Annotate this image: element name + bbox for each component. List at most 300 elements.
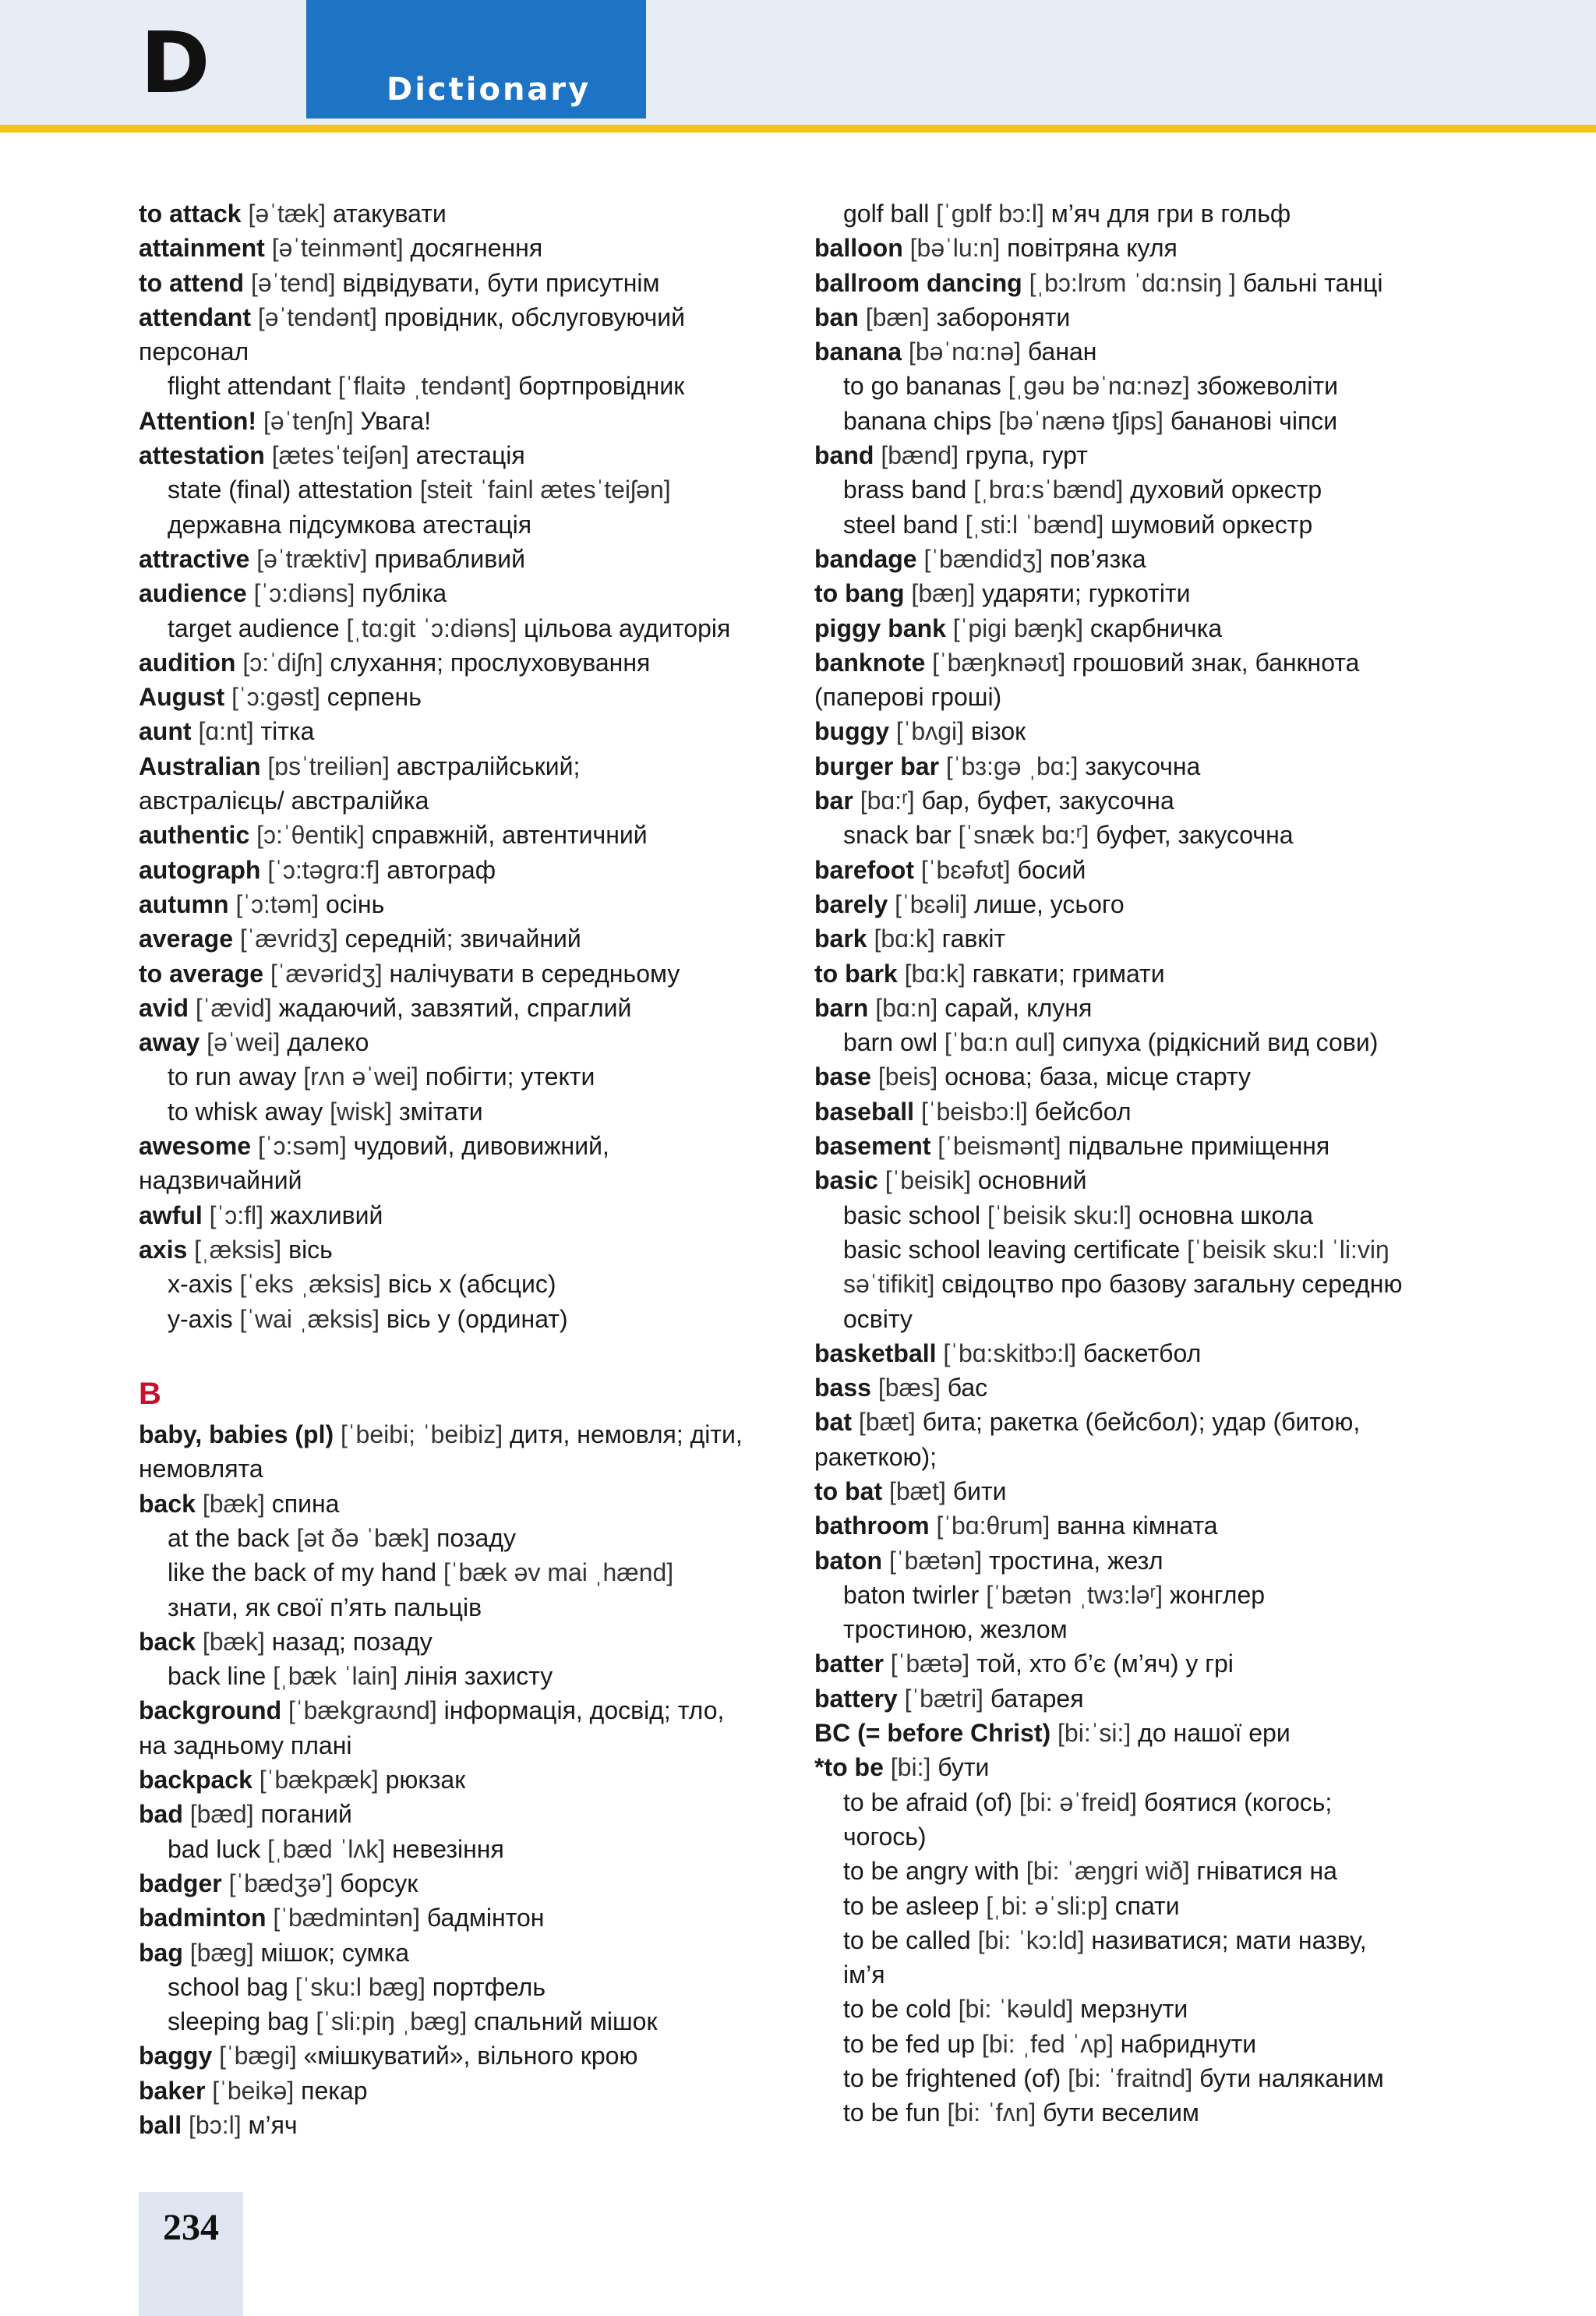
- phonetic: [ˈbædʒə']: [228, 1869, 334, 1897]
- headword: baker: [139, 2076, 206, 2105]
- phonetic: [ˌtɑ:git ˈɔ:diəns]: [346, 613, 517, 642]
- phonetic: [steit ˈfainl ætesˈteiʃən]: [419, 476, 671, 504]
- phonetic: [ˈbætən ˌtwɜ:ləʳ]: [986, 1580, 1163, 1609]
- headword: to be asleep: [843, 1891, 980, 1920]
- headword: to go bananas: [843, 372, 1001, 401]
- sub-entry: [814, 1854, 1562, 1888]
- headword: state (final) attestation: [168, 476, 413, 504]
- translation: бейсбол: [1034, 1097, 1132, 1126]
- phonetic: [ˈbɛəli]: [895, 889, 968, 918]
- translation: набриднути: [1120, 2029, 1257, 2058]
- translation: цільова аудиторія: [524, 613, 731, 642]
- phonetic: [ˈgɒlf bɔ:l]: [936, 200, 1044, 228]
- headword: like the back of my hand: [168, 1558, 437, 1587]
- translation: привабливий: [374, 544, 525, 573]
- headword: to be fun: [843, 2099, 941, 2127]
- dictionary-entry: [814, 542, 1562, 576]
- dictionary-entry: [814, 1440, 1562, 1474]
- sub-entry: [814, 2061, 1562, 2095]
- translation: бортпровідник: [518, 372, 685, 401]
- dictionary-entry: [139, 1232, 817, 1267]
- headword: to whisk away: [168, 1097, 323, 1126]
- headword: bar: [814, 787, 853, 815]
- dictionary-entry: [139, 576, 817, 610]
- headword: ballroom dancing: [814, 268, 1022, 297]
- phonetic: [bi:ˈsi:]: [1058, 1719, 1132, 1748]
- headword: baby, babies (pl): [139, 1420, 334, 1449]
- dictionary-entry: [814, 1094, 1562, 1129]
- phonetic: [ˈbeisik sku:l]: [987, 1200, 1132, 1229]
- phonetic: [ˈɔ:diəns]: [253, 579, 355, 608]
- dictionary-entry: [139, 2038, 817, 2073]
- translation: жонглер: [1169, 1580, 1266, 1609]
- headword: basic school leaving certificate: [843, 1235, 1181, 1264]
- headword: away: [139, 1028, 200, 1057]
- translation: державна підсумкова атестація: [168, 510, 532, 539]
- dictionary-entry: [814, 645, 1562, 680]
- headword: bad: [139, 1800, 183, 1829]
- headword: basic school: [843, 1200, 981, 1229]
- phonetic: [rʌn əˈwei]: [303, 1063, 418, 1091]
- translation: осінь: [326, 889, 385, 918]
- dictionary-entry: [139, 956, 817, 991]
- dictionary-entry: [139, 1866, 817, 1901]
- phonetic: [ˈpigi bæŋk]: [952, 613, 1083, 642]
- headword: axis: [139, 1235, 188, 1264]
- phonetic: [bɑ:n]: [875, 993, 938, 1022]
- translation: ударяти; гуркотіти: [982, 579, 1191, 608]
- header-band: [0, 0, 1596, 125]
- headword: average: [139, 925, 233, 953]
- phonetic: [ˈsnæk bɑ:ʳ]: [958, 821, 1089, 850]
- translation: спина: [271, 1489, 340, 1518]
- dictionary-entry: [139, 334, 817, 369]
- phonetic: [ˈɔ:təgrɑ:f]: [267, 855, 380, 884]
- dictionary-entry: [814, 576, 1562, 610]
- sub-entry: [814, 1957, 1562, 1992]
- translation: свідоцтво про базову загальну середню: [941, 1270, 1403, 1299]
- translation: забороняти: [936, 302, 1071, 331]
- phonetic: [ˈævid]: [195, 993, 272, 1022]
- phonetic: [ˈbeisik sku:l ˈli:viŋ: [1187, 1235, 1389, 1264]
- headword: back: [139, 1627, 196, 1656]
- dictionary-entry: [139, 680, 817, 714]
- sub-entry: [139, 2004, 817, 2038]
- translation: грошовий знак, банкнота: [1072, 648, 1360, 677]
- translation: основний: [977, 1166, 1087, 1195]
- dictionary-entry: [814, 853, 1562, 887]
- headword: to be frightened (of): [843, 2064, 1061, 2093]
- phonetic: [əˈtendənt]: [257, 302, 377, 331]
- dictionary-entry: [139, 1417, 817, 1451]
- dictionary-entry: [814, 921, 1562, 956]
- dictionary-entry: [139, 1763, 817, 1797]
- phonetic: [bɑ:k]: [904, 959, 966, 988]
- translation: лише, усього: [973, 889, 1125, 918]
- translation: збожеволіти: [1196, 372, 1338, 401]
- headword: back: [139, 1489, 196, 1518]
- translation: персонал: [139, 338, 249, 366]
- translation: чудовий, дивовижний,: [353, 1132, 609, 1161]
- headword: golf ball: [843, 200, 930, 228]
- phonetic: [ˈɔ:fl]: [209, 1200, 263, 1229]
- sub-entry: [139, 1267, 817, 1301]
- phonetic: [ɔ:ˈθentik]: [256, 821, 365, 850]
- headword: balloon: [814, 234, 903, 263]
- headword: autumn: [139, 889, 229, 918]
- dictionary-entry: [814, 783, 1562, 818]
- translation: основна школа: [1138, 1200, 1314, 1229]
- dictionary-entry: [139, 404, 817, 438]
- translation: бальні танці: [1242, 268, 1383, 297]
- dictionary-entry: [139, 2074, 817, 2108]
- phonetic: [ˈɔ:səm]: [257, 1132, 347, 1161]
- translation: гавкіт: [941, 925, 1006, 953]
- dictionary-entry: [814, 611, 1562, 645]
- dictionary-entry: [814, 438, 1562, 472]
- headword: awful: [139, 1200, 203, 1229]
- phonetic: [ˈbændidʒ]: [923, 544, 1043, 573]
- headword: to be fed up: [843, 2029, 976, 2058]
- phonetic: [ˈbɛəfʊt]: [920, 855, 1011, 884]
- dictionary-entry: [139, 1129, 817, 1163]
- sub-entry: [814, 2095, 1562, 2130]
- translation: гавкати; гримати: [972, 959, 1165, 988]
- tab-label: Dictionary: [387, 72, 591, 108]
- headword: bandage: [814, 544, 917, 573]
- headword: bathroom: [814, 1512, 930, 1540]
- headword: badger: [139, 1869, 222, 1897]
- translation: візок: [970, 717, 1026, 746]
- translation: атакувати: [332, 200, 447, 228]
- headword: to be angry with: [843, 1857, 1019, 1886]
- dictionary-entry: [139, 2108, 817, 2142]
- translation: позаду: [436, 1523, 516, 1552]
- dictionary-entry: [814, 1508, 1562, 1543]
- sub-entry: [814, 1578, 1562, 1612]
- translation: називатися; мати назву,: [1091, 1925, 1367, 1954]
- headword: bark: [814, 925, 867, 953]
- phonetic: [ˌbæk ˈlain]: [273, 1662, 398, 1691]
- translation: скарбничка: [1089, 613, 1223, 642]
- sub-entry: [814, 818, 1562, 852]
- headword: x-axis: [168, 1270, 233, 1299]
- translation: знати, як свої п’ять пальців: [168, 1593, 482, 1621]
- phonetic: [bi: ˈæŋgri wið]: [1026, 1857, 1190, 1886]
- phonetic: [ˈbætə]: [890, 1649, 970, 1678]
- phonetic: [ˈbɑ:skitbɔ:l]: [943, 1338, 1077, 1367]
- spacer: [139, 1336, 817, 1370]
- phonetic: [ˈbæk əv mai ˌhænd]: [443, 1558, 674, 1587]
- headword: bad luck: [168, 1834, 261, 1863]
- translation: босий: [1017, 855, 1086, 884]
- phonetic: [bɔ:l]: [189, 2111, 242, 2140]
- phonetic: [bi:]: [890, 1753, 931, 1782]
- translation: «мішкуватий», вільного крою: [303, 2042, 638, 2070]
- translation: сарай, клуня: [945, 993, 1093, 1022]
- dictionary-entry: [814, 266, 1562, 300]
- translation: назад; позаду: [271, 1627, 433, 1656]
- dictionary-entry: [814, 1681, 1562, 1716]
- phonetic: [bi: ˈfraitnd]: [1068, 2064, 1193, 2093]
- translation: гніватися на: [1196, 1857, 1337, 1886]
- headword: ball: [139, 2111, 182, 2140]
- headword: basement: [814, 1132, 931, 1161]
- sub-entry: [814, 1198, 1562, 1232]
- dictionary-entry: [139, 266, 817, 300]
- headword: background: [139, 1696, 282, 1725]
- headword: base: [814, 1063, 871, 1091]
- translation: жахливий: [270, 1200, 383, 1229]
- phonetic: [bæs]: [877, 1374, 941, 1402]
- headword: bag: [139, 1938, 183, 1967]
- dictionary-entry: [814, 1059, 1562, 1094]
- headword: flight attendant: [168, 372, 331, 401]
- headword: battery: [814, 1684, 898, 1713]
- dictionary-entry: [139, 921, 817, 956]
- headword: banana chips: [843, 406, 992, 435]
- headword: baseball: [814, 1097, 915, 1126]
- dictionary-entry: [814, 1750, 1562, 1784]
- translation: баскетбол: [1083, 1338, 1202, 1367]
- phonetic: [ˈbækgraʊnd]: [288, 1696, 437, 1725]
- headword: barefoot: [814, 855, 914, 884]
- phonetic: [ˈævəridʒ]: [270, 959, 383, 988]
- translation: провідник, обслуговуючий: [383, 302, 686, 331]
- dictionary-entry: [139, 438, 817, 472]
- sub-entry: [814, 1785, 1562, 1819]
- headword: school bag: [168, 1972, 288, 2001]
- headword: attendant: [139, 302, 251, 331]
- phonetic: [bæn]: [865, 302, 930, 331]
- phonetic: [ˈbeismənt]: [937, 1132, 1061, 1161]
- left-column: [139, 196, 817, 2142]
- dictionary-entry: [139, 1198, 817, 1232]
- phonetic: [ˌbæd ˈlʌk]: [267, 1834, 386, 1863]
- translation: бас: [947, 1374, 988, 1402]
- headword: awesome: [139, 1132, 252, 1161]
- phonetic: [beis]: [877, 1063, 938, 1091]
- headword: barely: [814, 889, 888, 918]
- headword: snack bar: [843, 821, 952, 850]
- headword: to bark: [814, 959, 898, 988]
- headword: audience: [139, 579, 247, 608]
- phonetic: [ˈflaitə ˌtendənt]: [337, 372, 512, 401]
- phonetic: [bæk]: [202, 1627, 265, 1656]
- phonetic: [bi: ˈkəuld]: [958, 1995, 1074, 2024]
- headword: attractive: [139, 544, 250, 573]
- dictionary-entry: [139, 1693, 817, 1727]
- dictionary-entry: [139, 542, 817, 576]
- translation: відвідувати, бути присутнім: [342, 268, 660, 297]
- headword: basketball: [814, 1338, 937, 1367]
- sub-entry: [139, 1302, 817, 1336]
- dictionary-entry: [139, 853, 817, 887]
- translation: портфель: [432, 1972, 546, 2001]
- dictionary-entry: [814, 1474, 1562, 1508]
- headword: to attack: [139, 200, 242, 228]
- dictionary-entry: [814, 749, 1562, 783]
- phonetic: [bi: ˌfed ˈʌp]: [981, 2029, 1114, 2058]
- dictionary-entry: [139, 887, 817, 921]
- phonetic: [ˈævridʒ]: [239, 925, 338, 953]
- phonetic: [ˈbeikə]: [212, 2076, 295, 2105]
- headword: basic: [814, 1166, 878, 1195]
- headword: barn: [814, 993, 869, 1022]
- sub-entry: [139, 1521, 817, 1555]
- sub-entry: [814, 1612, 1562, 1646]
- phonetic: səˈtifikit]: [843, 1270, 935, 1299]
- headword: baton twirler: [843, 1580, 980, 1609]
- headword: Australian: [139, 751, 261, 780]
- sub-entry: [814, 1992, 1562, 2026]
- translation: на задньому плані: [139, 1731, 352, 1759]
- phonetic: [əˈtræktiv]: [256, 544, 368, 573]
- sub-entry: [814, 507, 1562, 542]
- sub-entry: [139, 611, 817, 645]
- headword: baton: [814, 1546, 883, 1575]
- phonetic: [ˈbeibi; ˈbeibiz]: [341, 1420, 503, 1449]
- headword: piggy bank: [814, 613, 946, 642]
- dictionary-entry: [139, 1625, 817, 1659]
- headword: to attend: [139, 268, 245, 297]
- headword: steel band: [843, 510, 959, 539]
- headword: y-axis: [168, 1304, 233, 1333]
- translation: ім’я: [843, 1961, 885, 1989]
- dictionary-entry: [814, 956, 1562, 991]
- phonetic: [bəˈnænə tʃips]: [998, 406, 1163, 435]
- translation: основа; база, місце старту: [945, 1063, 1251, 1091]
- phonetic: [ˈbætri]: [904, 1684, 983, 1713]
- translation: бар, буфет, закусочна: [921, 787, 1174, 815]
- headword: banana: [814, 338, 902, 366]
- translation: австралійський;: [396, 751, 581, 780]
- phonetic: [ætesˈteiʃən]: [271, 441, 409, 470]
- translation: до нашої ери: [1138, 1719, 1291, 1748]
- headword: to be called: [843, 1925, 971, 1954]
- sub-entry: [814, 369, 1562, 403]
- dictionary-entry: [139, 196, 817, 231]
- phonetic: [bɑ:ʳ]: [860, 787, 915, 815]
- phonetic: [bəˈnɑ:nə]: [908, 338, 1022, 366]
- phonetic: [ˌbi: əˈsli:p]: [986, 1891, 1108, 1920]
- headword: target audience: [168, 613, 340, 642]
- translation: боятися (когось;: [1143, 1787, 1333, 1816]
- dictionary-entry: [139, 1451, 817, 1486]
- translation: дитя, немовля; діти,: [509, 1420, 743, 1449]
- translation: надзвичайний: [139, 1166, 302, 1195]
- headword: banknote: [814, 648, 926, 677]
- translation: освіту: [843, 1304, 913, 1333]
- headword: to bang: [814, 579, 905, 608]
- translation: австралієць/ австралійка: [139, 787, 429, 815]
- translation: підвальне приміщення: [1068, 1132, 1330, 1161]
- dictionary-entry: [139, 1797, 817, 1831]
- dictionary-entry: [139, 300, 817, 334]
- translation: тростиною, жезлом: [843, 1615, 1068, 1644]
- phonetic: [ˈbækpæk]: [259, 1766, 379, 1794]
- phonetic: [bæŋ]: [911, 579, 976, 608]
- headword: to run away: [168, 1063, 297, 1091]
- headword: aunt: [139, 717, 192, 746]
- phonetic: [bæk]: [202, 1489, 265, 1518]
- translation: вісь у (ординат): [386, 1304, 568, 1333]
- translation: батарея: [990, 1684, 1084, 1713]
- translation: група, гурт: [965, 441, 1088, 470]
- phonetic: [ˌæksis]: [194, 1235, 282, 1264]
- sub-entry: [139, 1832, 817, 1866]
- phonetic: [ˈbægi]: [219, 2042, 297, 2070]
- phonetic: [əˈtæk]: [248, 200, 327, 228]
- headword: to bat: [814, 1476, 883, 1505]
- translation: налічувати в середньому: [389, 959, 680, 988]
- translation: рюкзак: [385, 1766, 466, 1794]
- page-number-box: [139, 2192, 243, 2316]
- phonetic: [ˌbɔ:lrʊm ˈdɑ:nsiŋ ]: [1029, 268, 1236, 297]
- translation: ракеткою);: [814, 1442, 937, 1471]
- headword: batter: [814, 1649, 884, 1678]
- translation: бути: [937, 1753, 990, 1782]
- translation: тростина, жезл: [989, 1546, 1163, 1575]
- dictionary-entry: [814, 680, 1562, 714]
- translation: бути веселим: [1043, 2099, 1199, 2127]
- translation: закусочна: [1085, 751, 1201, 780]
- translation: (паперові гроші): [814, 683, 1002, 712]
- translation: шумовий оркестр: [1110, 510, 1313, 539]
- headword: authentic: [139, 821, 250, 850]
- dictionary-entry: [139, 1936, 817, 1970]
- translation: сипуха (рідкісний вид сови): [1062, 1028, 1379, 1057]
- headword: backpack: [139, 1766, 252, 1794]
- header-rule: [0, 125, 1596, 133]
- headword: barn owl: [843, 1028, 937, 1057]
- phonetic: [bæt]: [888, 1476, 946, 1505]
- dictionary-entry: [814, 1129, 1562, 1163]
- phonetic: [ˈbæŋknəʊt]: [932, 648, 1066, 677]
- translation: жадаючий, завзятий, спраглий: [278, 993, 632, 1022]
- headword: bass: [814, 1374, 871, 1402]
- headword: attestation: [139, 441, 265, 470]
- dictionary-entry: [814, 887, 1562, 921]
- phonetic: [ˌgəu bəˈnɑ:nəz]: [1008, 372, 1190, 401]
- translation: м’яч для гри в гольф: [1050, 200, 1291, 228]
- phonetic: [ˈbʌgi]: [895, 717, 965, 746]
- translation: вісь: [288, 1235, 333, 1264]
- translation: публіка: [362, 579, 447, 608]
- dictionary-entry: [139, 1487, 817, 1521]
- headword: BC (= before Christ): [814, 1719, 1051, 1748]
- translation: борсук: [340, 1869, 418, 1897]
- phonetic: [bəˈlu:n]: [909, 234, 1001, 263]
- phonetic: [bi: ˈkɔ:ld]: [977, 1925, 1085, 1954]
- dictionary-entry: [139, 1163, 817, 1197]
- dictionary-entry: [814, 991, 1562, 1025]
- phonetic: [ˈɔ:gəst]: [231, 683, 320, 712]
- translation: спати: [1114, 1891, 1180, 1920]
- dictionary-entry: [814, 300, 1562, 334]
- phonetic: [bi: əˈfreid]: [1019, 1787, 1138, 1816]
- phonetic: [ɔ:ˈdiʃn]: [242, 648, 323, 677]
- translation: пекар: [301, 2076, 368, 2105]
- translation: змітати: [398, 1097, 483, 1126]
- translation: справжній, автентичний: [371, 821, 648, 850]
- page-number: 234: [163, 2207, 219, 2248]
- headword: ban: [814, 302, 859, 331]
- phonetic: [ˈbɜ:gə ˌbɑ:]: [945, 751, 1079, 780]
- headword: attainment: [139, 234, 265, 263]
- translation: атестація: [415, 441, 525, 470]
- phonetic: [ˈsku:l bæg]: [295, 1972, 425, 2001]
